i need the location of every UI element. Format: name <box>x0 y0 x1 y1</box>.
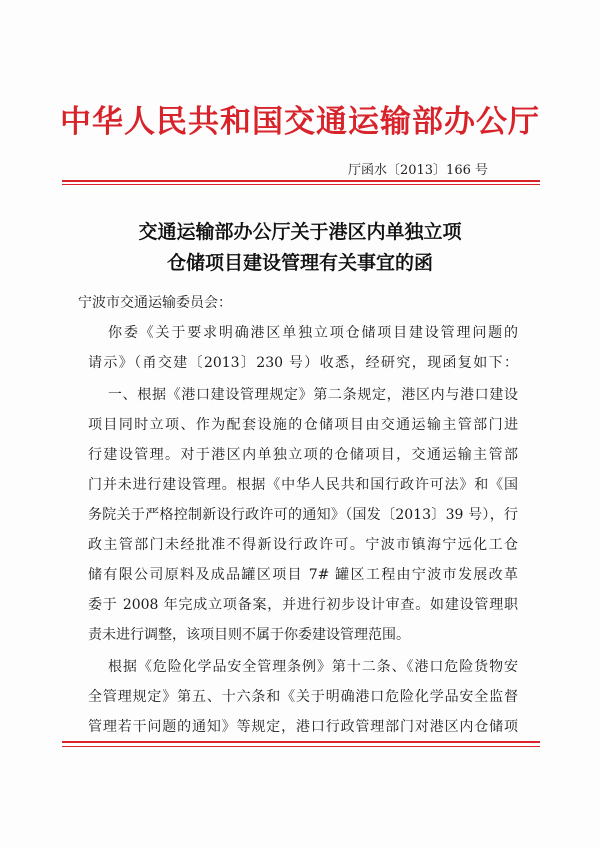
body-line: 务院关于严格控制新设行政许可的通知》（国发〔2013〕39 号），行 <box>88 507 518 523</box>
footer-divider <box>62 741 540 743</box>
document-title-line-1: 交通运输部办公厅关于港区内单独立项 <box>138 221 462 243</box>
document-number: 厅函水〔2013〕166 号 <box>347 163 488 178</box>
body-line: 根据《危险化学品安全管理条例》第十二条、《港口危险货物安 <box>108 659 518 675</box>
letterhead-divider <box>62 180 540 182</box>
body-line: 责未进行调整，该项目则不属于你委建设管理范围。 <box>88 627 410 643</box>
body-line: 委于 2008 年完成立项备案，并进行初步设计审查。如建设管理职 <box>88 597 518 613</box>
letterhead-title: 中华人民共和国交通运输部办公厅 <box>60 104 540 140</box>
salutation: 宁波市交通运输委员会： <box>78 295 232 311</box>
body-line: 政主管部门未经批准不得新设行政许可。宁波市镇海宁远化工仓 <box>88 537 518 553</box>
body-line: 全管理规定》第五、十六条和《关于明确港口危险化学品安全监督 <box>88 689 518 705</box>
body-line: 储有限公司原料及成品罐区项目 7# 罐区工程由宁波市发展改革 <box>88 567 518 583</box>
footer-divider-thin <box>62 746 540 747</box>
body-line: 请示》（甬交建〔2013〕230 号）收悉，经研究，现函复如下： <box>88 355 518 371</box>
body-line: 管理若干问题的通知》等规定，港口行政管理部门对港区内仓储项 <box>88 719 518 735</box>
body-line: 门并未进行建设管理。根据《中华人民共和国行政许可法》和《国 <box>88 477 518 493</box>
body-line: 一、根据《港口建设管理规定》第二条规定，港区内与港口建设 <box>108 387 518 403</box>
body-line: 行建设管理。对于港区内单独立项的仓储项目，交通运输主管部 <box>88 447 518 463</box>
body-line: 项目同时立项、作为配套设施的仓储项目由交通运输主管部门进 <box>88 417 518 433</box>
letterhead-divider-thin <box>62 184 540 185</box>
document-title-line-2: 仓储项目建设管理有关事宜的函 <box>166 252 433 274</box>
body-line: 你委《关于要求明确港区单独立项仓储项目建设管理问题的 <box>108 325 518 341</box>
